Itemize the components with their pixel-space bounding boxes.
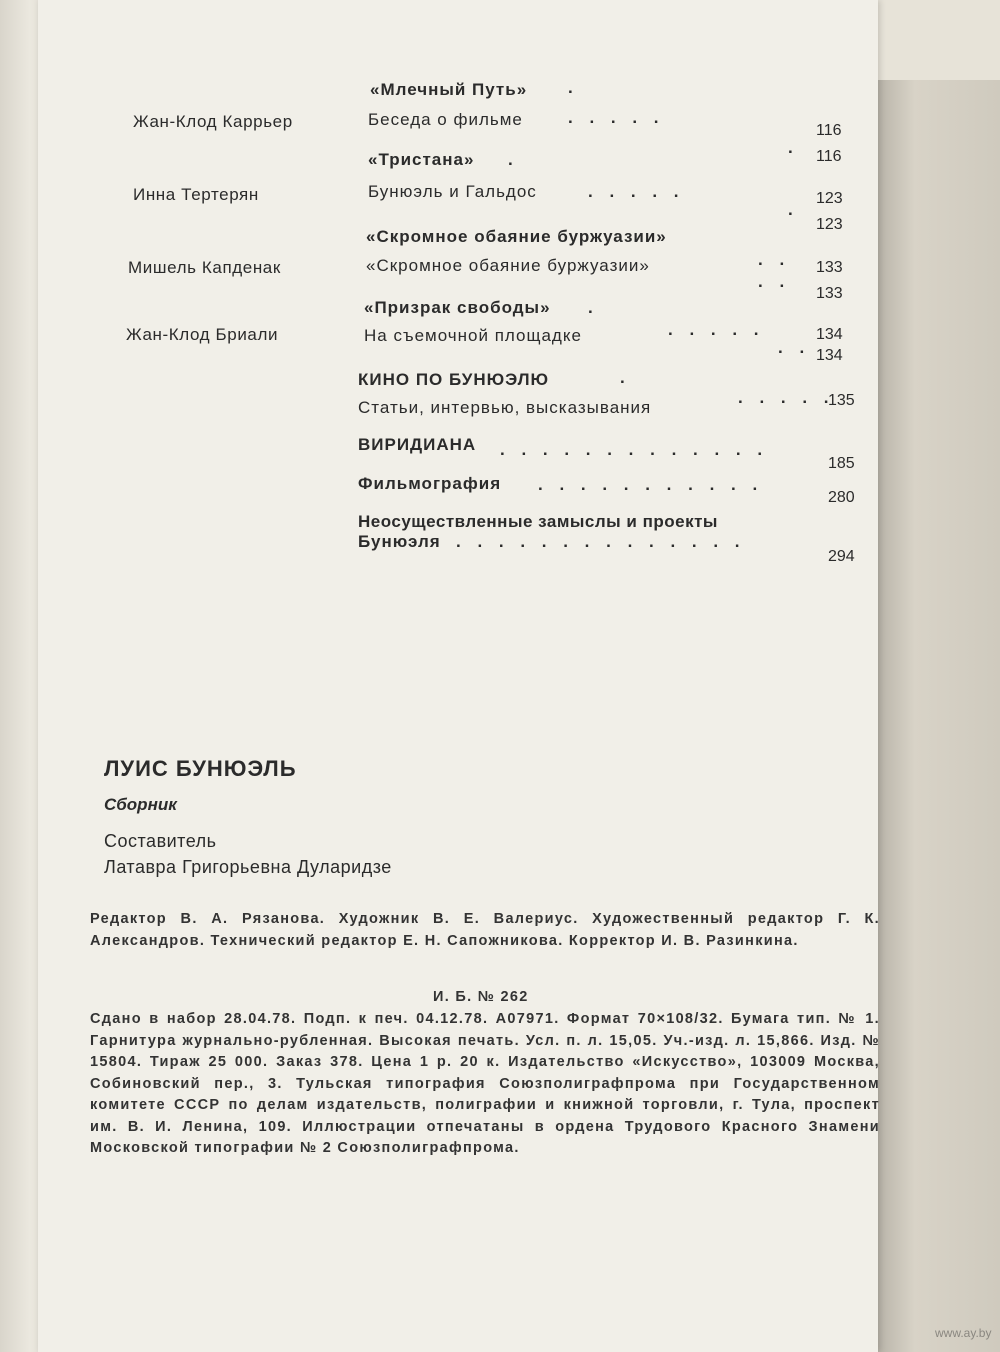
toc-leader-dots: . . . . . . . . . . . [538,475,764,494]
toc-author: Жан-Клод Каррьер [133,112,293,131]
table-of-contents [38,0,878,600]
toc-title: На съемочной площадке [364,326,582,345]
toc-leader-dots: . . . . . [588,182,685,201]
toc-page-number: 116 [816,148,842,165]
next-page-edge [878,80,1000,1352]
compiler-label: Составитель [104,831,217,851]
toc-title: Бунюэль и Гальдос [368,182,537,201]
toc-title: Бунюэля [358,532,441,551]
toc-leader-dots: . [588,298,599,317]
toc-leader-dots: . [788,138,799,157]
toc-leader-dots: . . [758,250,791,269]
toc-page-number: 133 [816,259,843,276]
toc-title: Беседа о фильме [368,110,523,129]
editorial-credits: Редактор В. А. Рязанова. Художник В. Е. Валериус. Художественный редактор Г. К. Александров. Технический редактор Е. Н. Сапожникова. Корректор И. В. Разинкина. [90,911,880,949]
book-title: ЛУИС БУНЮЭЛЬ [104,756,297,781]
toc-leader-dots: . [568,78,579,97]
toc-leader-dots: . . . . . [568,108,665,127]
toc-page-number: 123 [816,190,843,207]
toc-title: «Призрак свободы» [364,298,551,317]
toc-title: «Скромное обаяние буржуазии» [366,256,650,275]
ib-number: И. Б. № 262 [433,989,529,1005]
toc-title: «Млечный Путь» [370,80,528,99]
toc-leader-dots: . . [758,272,791,291]
toc-leader-dots: . . [778,338,811,357]
toc-page-number: 134 [816,326,843,343]
toc-section-heading: КИНО ПО БУНЮЭЛЮ [358,370,550,389]
toc-title: «Скромное обаяние буржуазии» [366,227,667,246]
toc-page-number: 135 [828,392,855,409]
toc-page-number: 133 [816,285,843,302]
book-subtitle: Сборник [104,795,177,814]
compiler-name: Латавра Григорьевна Дуларидзе [104,857,392,877]
toc-leader-dots: . [620,368,631,387]
toc-author: Жан-Клод Бриали [126,325,279,344]
toc-author: Мишель Капденак [128,258,281,277]
toc-page-number: 185 [828,455,855,472]
toc-leader-dots: . . . . . . . . . . . . . . [456,532,746,551]
toc-leader-dots: . [508,150,519,169]
watermark: www.ay.by [935,1326,992,1340]
publication-imprint: Сдано в набор 28.04.78. Подп. к печ. 04.12.78. А07971. Формат 70×108/32. Бумага тип. № 1. Гарнитура журнально-рубленная. Высокая печать. Усл. п. л. 15,05. Уч.-изд. л. 15,866. Изд. № 15804. Тираж 25 000. Заказ 378. Цена 1 р. 20 к. Издательство «Искусство», 103009 Москва, Собиновский пер., 3. Тульская типография Союзполиграфпрома при Государственном комитете СССР по делам издательств, полиграфии и книжной торговли, г. Тула, проспект им. В. И. Ленина, 109. Иллюстрации отпечатаны в ордена Трудового Красного Знамени Московской типографии № 2 Союзполиграфпрома. [90,1011,880,1156]
toc-title: Статьи, интервью, высказывания [358,398,652,417]
toc-page-number: 280 [828,489,855,506]
toc-leader-dots: . . . . . [738,388,835,407]
toc-title: Фильмография [358,474,502,493]
toc-title: «Тристана» [368,150,475,169]
toc-page-number: 116 [816,122,842,139]
toc-leader-dots: . . . . . . . . . . . . . [500,440,769,459]
toc-page-number: 123 [816,216,843,233]
toc-page-number: 134 [816,347,843,364]
toc-page-number: 294 [828,548,855,565]
toc-leader-dots: . [788,200,799,219]
toc-section-heading: ВИРИДИАНА [358,435,477,454]
toc-author: Инна Тертерян [133,185,259,204]
toc-title: Неосуществленные замыслы и проекты [358,512,718,531]
toc-leader-dots: . . . . . [668,320,765,339]
book-page [38,0,878,1352]
